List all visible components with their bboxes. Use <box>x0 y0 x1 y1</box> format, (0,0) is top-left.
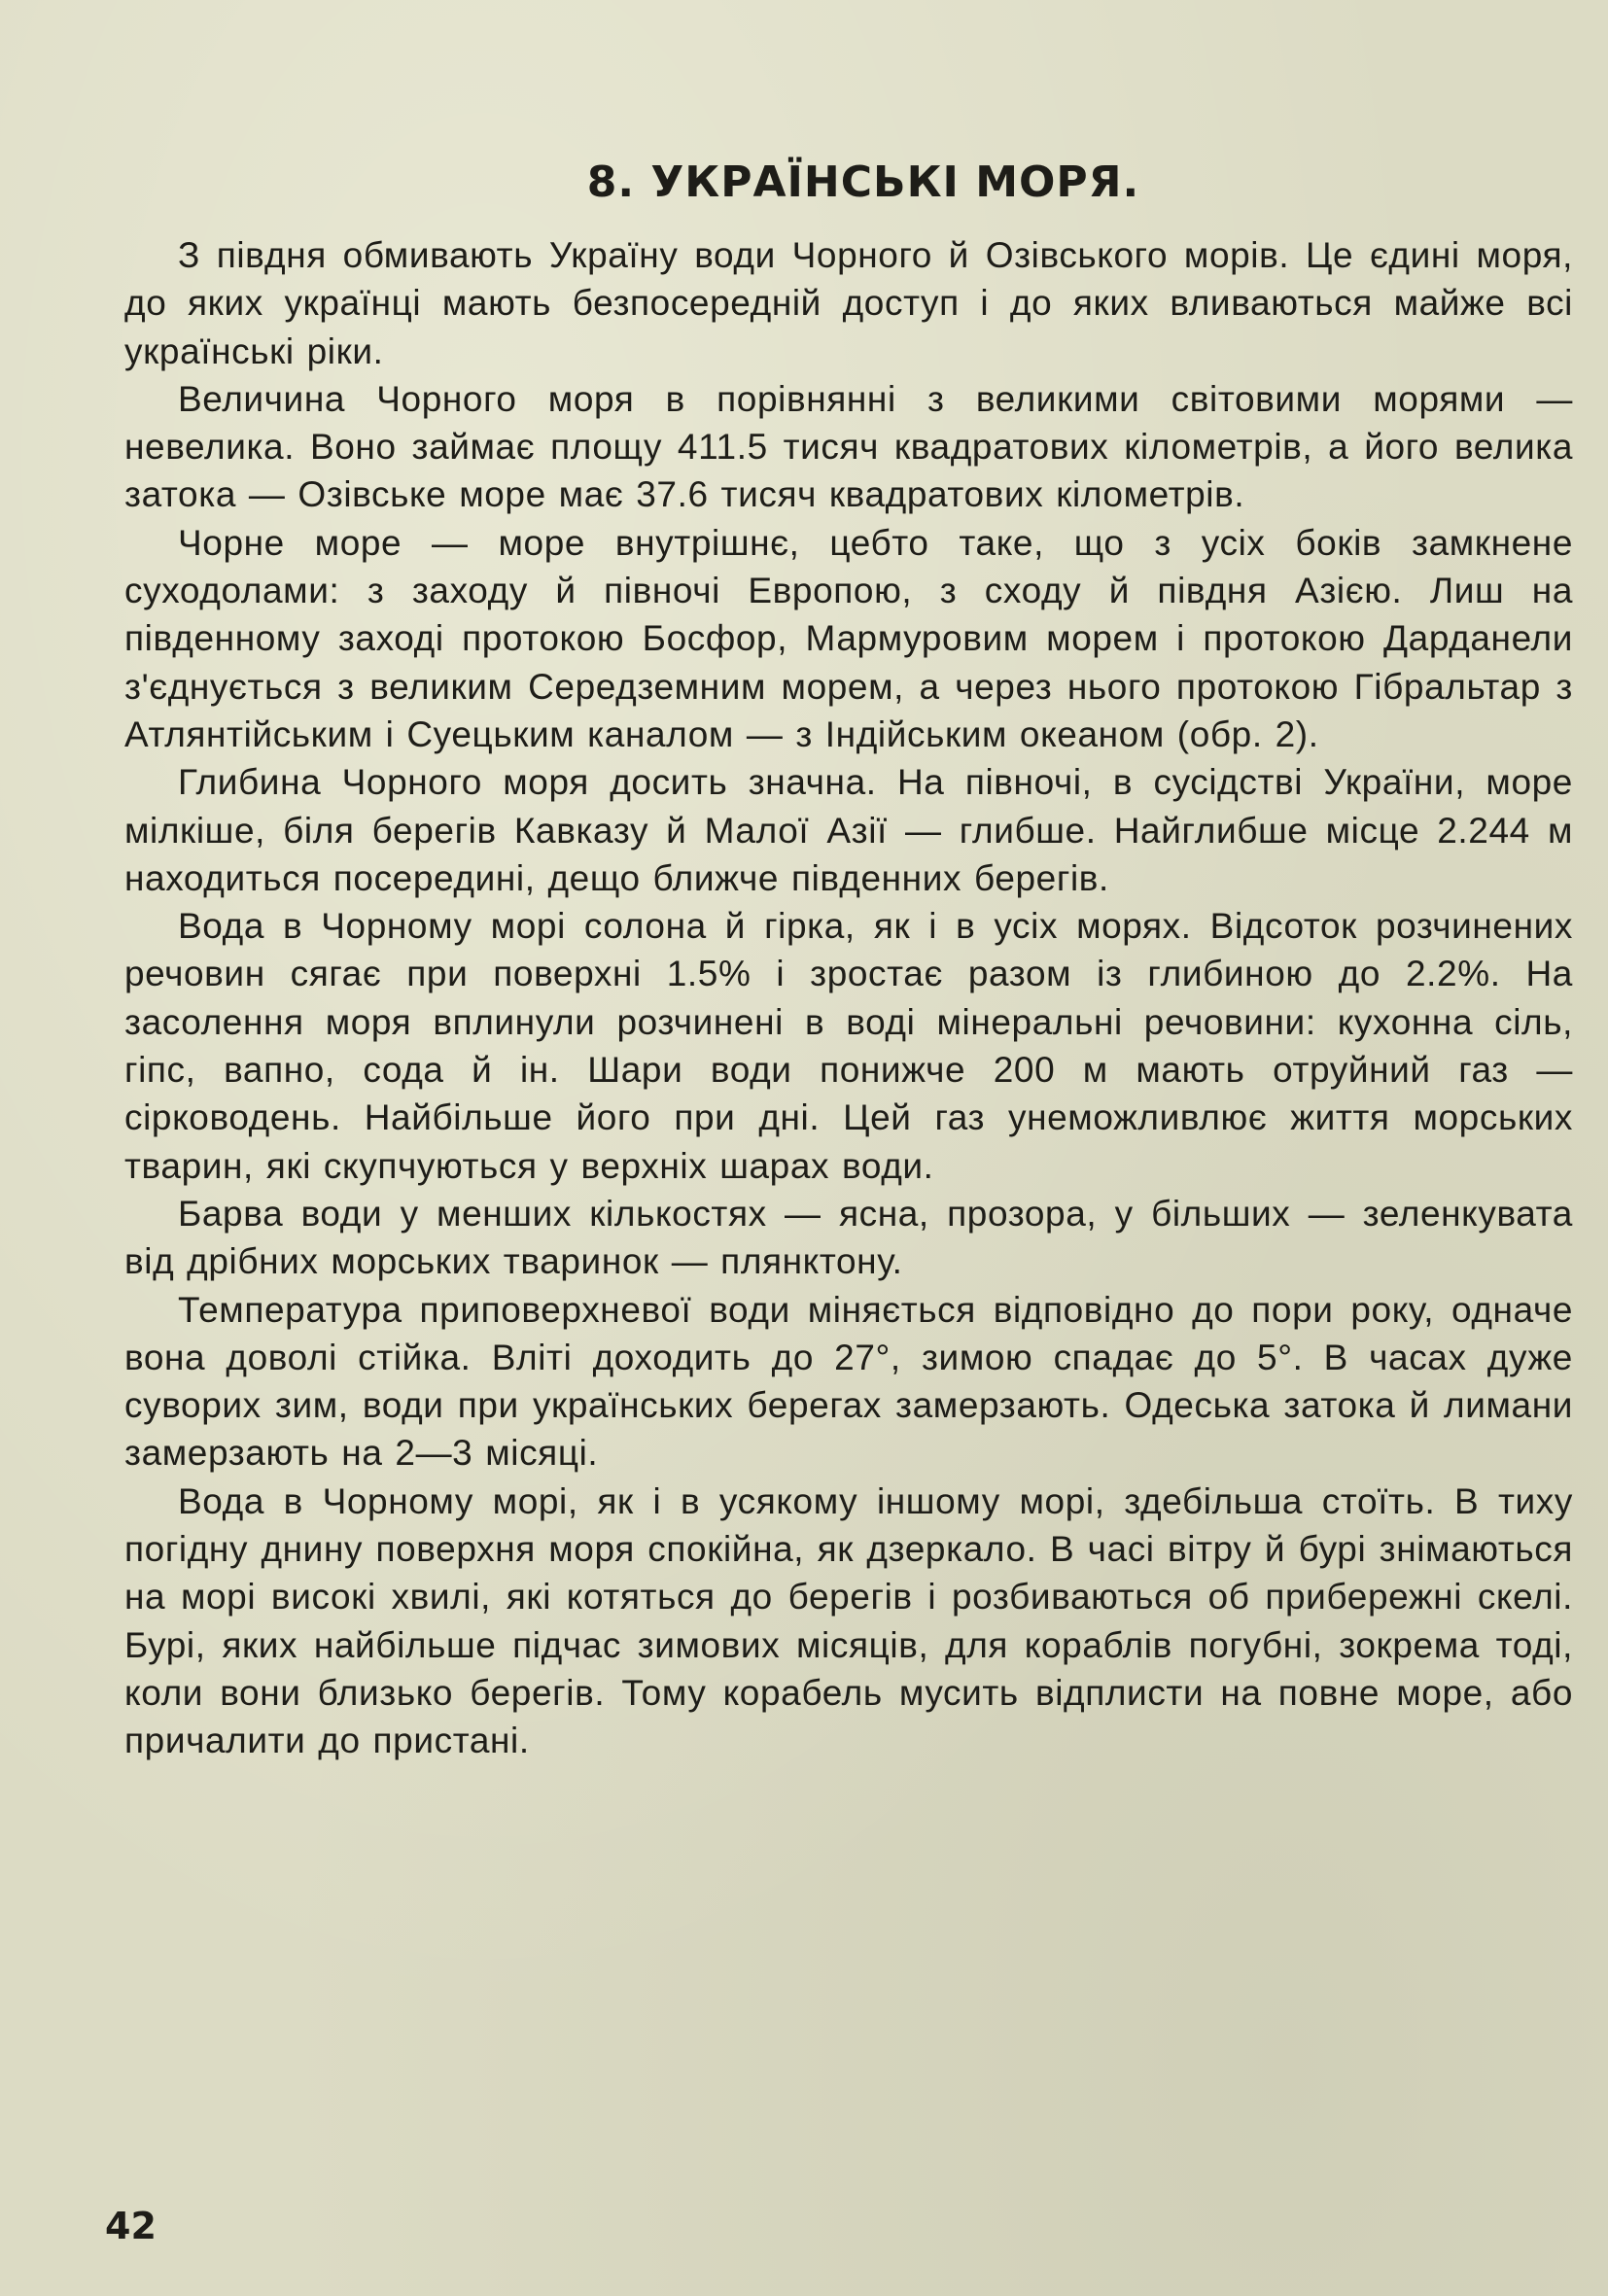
paragraph-2: Величина Чорного моря в порівнянні з великими світовими морями — невелика. Воно займає площу 411.5 тисяч квадратових кілометрів, а його велика затока — Озівське море має 37.6 тисяч квадратових кілометрів. <box>124 378 1573 515</box>
page-content <box>124 156 1573 1765</box>
section-title: 8. УКРАЇНСЬКІ МОРЯ. <box>586 157 1140 207</box>
paragraph-5: Вода в Чорному морі солона й гірка, як і в усіх морях. Відсоток розчинених речовин сягає при поверхні 1.5% і зростає разом із глибиною до 2.2%. На засолення моря вплинули розчинені в воді мінеральні речовини: кухонна сіль, гіпс, вапно, сода й ін. Шари води понижче 200 м мають отруйний газ — сірководень. Найбільше його при дні. Цей газ унеможливлює життя морських тварин, які скупчуються у верхніх шарах води. <box>124 906 1573 1186</box>
paragraph-3: Чорне море — море внутрішнє, цебто таке, що з усіх боків замкнене суходолами: з заходу й півночі Европою, з сходу й півдня Азією. Лиш на південному заході протокою Босфор, Мармуровим морем і протокою Дарданели з'єднується з великим Середземним морем, а через нього протокою Гібральтар з Атлянтійським і Суецьким каналом — з Індійським океаном (обр. 2). <box>124 522 1573 754</box>
paragraph-7: Температура приповерхневої води міняється відповідно до пори року, одначе вона доволі стійка. Вліті доходить до 27°, зимою спадає до 5°. В часах дуже суворих зим, води при українських берегах замерзають. Одеська затока й лимани замерзають на 2—3 місяці. <box>124 1289 1573 1474</box>
page-number: 42 <box>105 2205 157 2247</box>
paragraph-6: Барва води у менших кількостях — ясна, прозора, у більших — зеленкувата від дрібних морських тваринок — плянктону. <box>124 1193 1573 1282</box>
paragraph-1: З півдня обмивають Україну води Чорного й Озівського морів. Це єдині моря, до яких українці мають безпосередній доступ і до яких вливаються майже всі українські ріки. <box>124 235 1573 371</box>
paragraph-4: Глибина Чорного моря досить значна. На півночі, в сусідстві України, море мілкіше, біля берегів Кавказу й Малої Азії — глибше. Найглибше місце 2.244 м находиться посередині, дещо ближче південних берегів. <box>124 762 1573 898</box>
paragraph-8: Вода в Чорному морі, як і в усякому іншому морі, здебільша стоїть. В тиху погідну днину поверхня моря спокійна, як дзеркало. В часі вітру й бурі знімаються на морі високі хвилі, які котяться до берегів і розбиваються об прибережні скелі. Бурі, яких найбільше підчас зимових місяців, для кораблів погубні, зокрема тоді, коли вони близько берегів. Тому корабель мусить відплисти на повне море, або причалити до пристані. <box>124 1480 1573 1761</box>
